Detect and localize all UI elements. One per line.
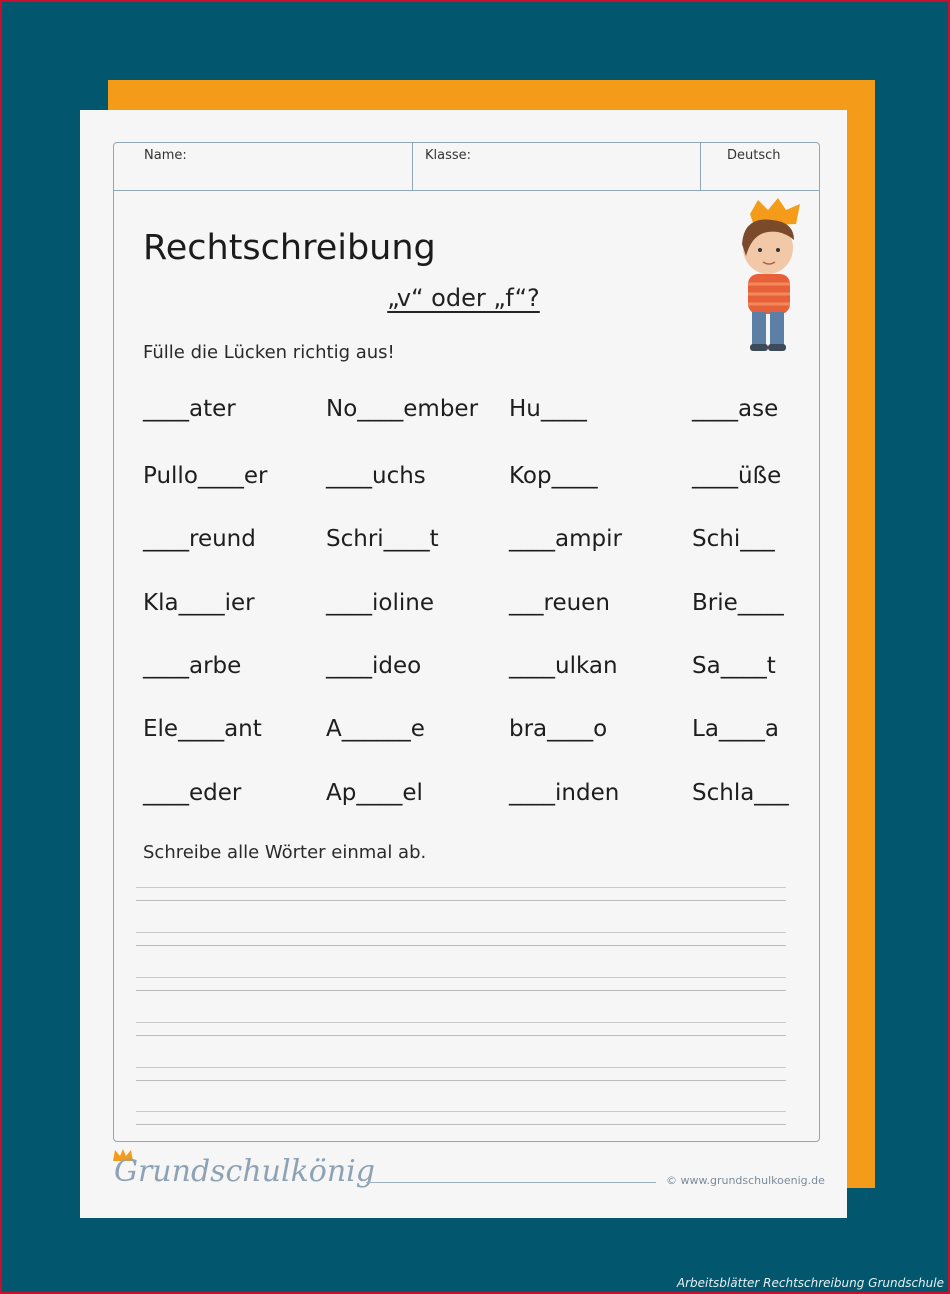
- word-item: Kla____ier: [143, 590, 255, 616]
- writing-line[interactable]: [136, 1022, 786, 1036]
- fill-instruction: Fülle die Lücken richtig aus!: [143, 342, 395, 363]
- word-item: Ap____el: [326, 780, 423, 806]
- word-item: Schri____t: [326, 526, 439, 552]
- writing-line[interactable]: [136, 1111, 786, 1125]
- writing-line[interactable]: [136, 1067, 786, 1081]
- word-item: ____ulkan: [509, 653, 618, 679]
- word-item: A______e: [326, 716, 425, 742]
- word-item: ____ase: [692, 396, 779, 422]
- brand-logo: Grundschulkönig: [114, 1154, 375, 1189]
- word-item: ____eder: [143, 780, 242, 806]
- word-item: Schi___: [692, 526, 775, 552]
- writing-line[interactable]: [136, 887, 786, 901]
- word-item: ____ideo: [326, 653, 422, 679]
- name-field[interactable]: [114, 143, 413, 191]
- subtitle-text: „v“ oder „f“?: [387, 284, 540, 312]
- king-boy-icon: [728, 196, 818, 356]
- name-label: Name:: [144, 148, 187, 163]
- subject-field: [701, 143, 821, 191]
- watermark-text: Arbeitsblätter Rechtschreibung Grundschule: [676, 1276, 944, 1290]
- word-item: ____reund: [143, 526, 256, 552]
- word-item: ___reuen: [509, 590, 610, 616]
- writing-line[interactable]: [136, 932, 786, 946]
- word-item: No____ember: [326, 396, 479, 422]
- word-item: Pullo____er: [143, 463, 268, 489]
- word-item: ____ampir: [509, 526, 622, 552]
- word-item: ____ater: [143, 396, 236, 422]
- class-label: Klasse:: [425, 148, 472, 163]
- copyright-text: © www.grundschulkoenig.de: [666, 1174, 825, 1187]
- writing-line[interactable]: [136, 977, 786, 991]
- word-item: bra____o: [509, 716, 608, 742]
- word-item: ____üße: [692, 463, 782, 489]
- copy-instruction: Schreibe alle Wörter einmal ab.: [143, 842, 427, 863]
- class-field[interactable]: [413, 143, 701, 191]
- header-row: [114, 143, 819, 191]
- word-item: Ele____ant: [143, 716, 262, 742]
- word-item: La____a: [692, 716, 780, 742]
- word-item: ____inden: [509, 780, 620, 806]
- word-item: ____ioline: [326, 590, 434, 616]
- word-item: Schla___: [692, 780, 789, 806]
- word-item: Brie____: [692, 590, 784, 616]
- word-item: ____uchs: [326, 463, 426, 489]
- word-item: Sa____t: [692, 653, 776, 679]
- subject-label: Deutsch: [727, 148, 781, 163]
- word-item: Kop____: [509, 463, 598, 489]
- worksheet: [80, 110, 847, 1218]
- word-item: Hu____: [509, 396, 587, 422]
- brand-divider: [366, 1182, 656, 1183]
- page-title: Rechtschreibung: [143, 228, 436, 268]
- word-item: ____arbe: [143, 653, 242, 679]
